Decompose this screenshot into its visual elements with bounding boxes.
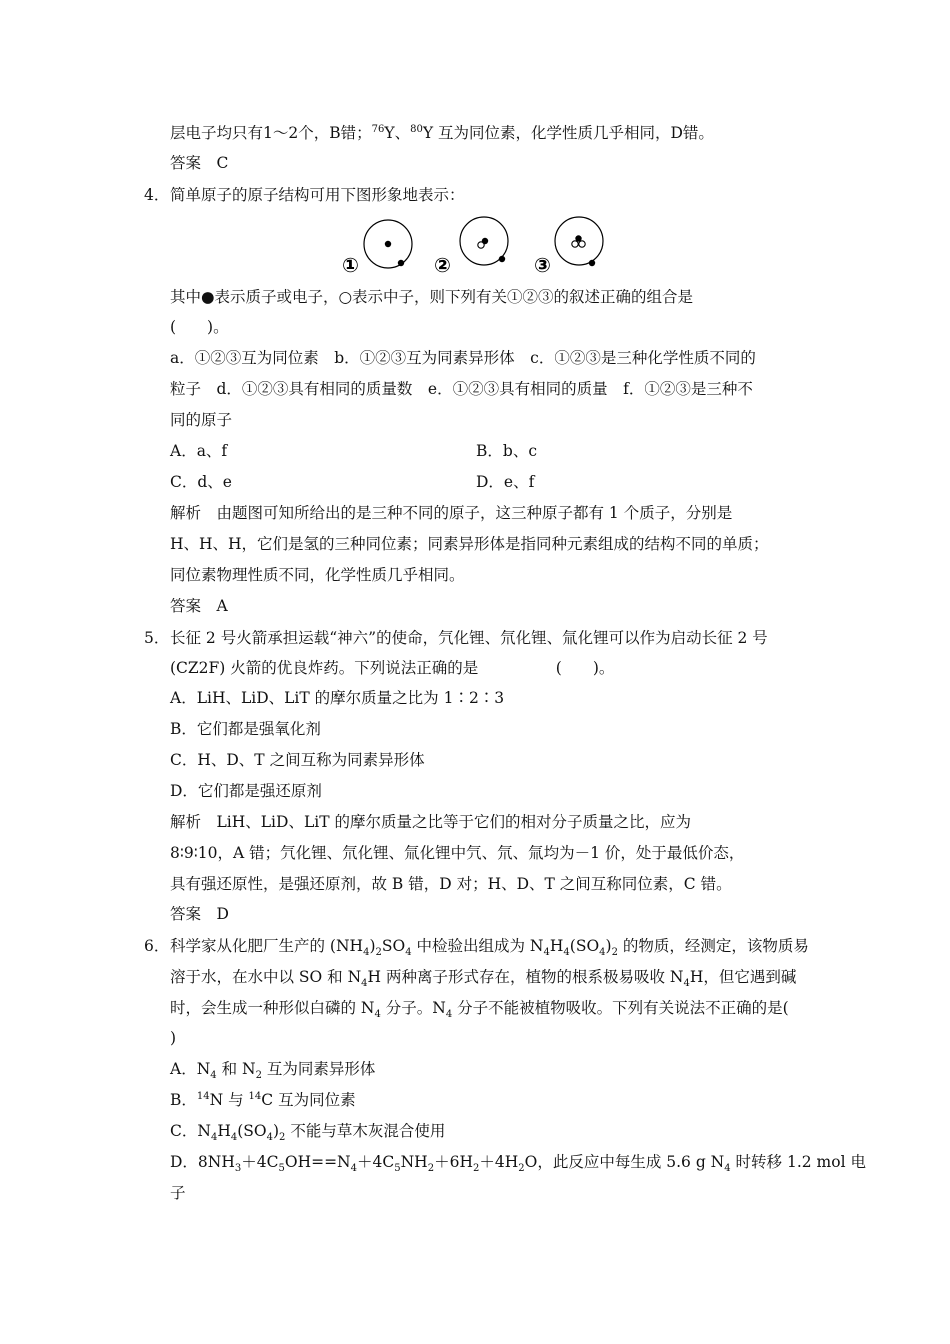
q6-stem-line-4: ) — [170, 1029, 177, 1047]
q4-desc-line-2: ( )。 — [170, 318, 229, 336]
q4-options-line-1: a．①②③互为同位素 b．①②③互为同素异形体 c．①②③是三种化学性质不同的 — [170, 349, 756, 367]
q4-desc-line-1: 其中●表示质子或电子，○表示中子，则下列有关①②③的叙述正确的组合是 — [170, 288, 694, 306]
q6-option-a: A．$N_4$ 和 $N_2$ 互为同素异形体 — [170, 1060, 376, 1082]
q6-stem-line-3: 时，会生成一种形似白磷的 $N_4$ 分子。$N_4$ 分子不能被植物吸收。下列有关说法不正确的是( — [170, 999, 789, 1021]
q4-analysis-line-3: 同位素物理性质不同，化学性质几乎相同。 — [170, 566, 465, 584]
q4-analysis-line-2: H、H、H，它们是氢的三种同位素；同素异形体是指同种元素组成的结构不同的单质； — [170, 535, 769, 553]
atom-diagram — [338, 216, 628, 276]
atom-2-electron — [499, 256, 505, 262]
q6-option-d: D．$8NH_3+4C_5OH==N_4+4C_5NH_2+6H_2+4H_2O$，此反应中每生成 5.6 g $N_4$ 时转移 1.2 mol 电 — [170, 1153, 866, 1175]
q4-choice-b: B．b、c — [476, 442, 537, 460]
atom-2-proton — [482, 238, 488, 244]
q4-answer: 答案 A — [170, 597, 228, 615]
q6-stem-line-1: 科学家从化肥厂生产的 $(NH_4)_2SO_4$ 中检验出组成为 $N_4H_4(SO_4)_2$ 的物质，经测定，该物质易 — [170, 937, 809, 959]
atom-1-electron — [398, 260, 404, 266]
q4-choice-d: D．e、f — [476, 473, 535, 491]
q5-number: 5． — [144, 629, 170, 647]
q5-analysis-line-1: 解析 LiH、LiD、LiT 的摩尔质量之比等于它们的相对分子质量之比，应为 — [170, 813, 691, 831]
figure-label-1: ① — [342, 253, 359, 276]
q6-option-c: C．$N_4H_4(SO_4)_2$ 不能与草木灰混合使用 — [170, 1122, 446, 1144]
q5-option-d: D．它们都是强还原剂 — [170, 782, 322, 800]
atom-3-neutron-b — [579, 241, 585, 247]
figure-label-3: ③ — [534, 253, 551, 276]
q5-answer: 答案 D — [170, 905, 229, 923]
atom-3-neutron-a — [572, 241, 578, 247]
atom-structure-figure — [338, 216, 628, 276]
q6-option-b: B．$^{14}$N 与 $^{14}$C 互为同位素 — [170, 1090, 356, 1109]
q4-analysis-line-1: 解析 由题图可知所给出的是三种不同的原子，这三种原子都有 1 个质子，分别是 — [170, 504, 733, 522]
q4-options-line-2: 粒子 d．①②③具有相同的质量数 e．①②③具有相同的质量 f．①②③是三种不 — [170, 380, 753, 398]
q6-number: 6． — [144, 937, 170, 955]
q5-option-c: C．H、D、T 之间互称为同素异形体 — [170, 751, 425, 769]
q6-option-d-continued: 子 — [170, 1184, 186, 1202]
q5-stem-line-1: 长征 2 号火箭承担运载“神六”的使命，氕化锂、氘化锂、氚化锂可以作为启动长征 2 号 — [170, 629, 768, 647]
q5-analysis-line-3: 具有强还原性，是强还原剂，故 B 错，D 对；H、D、T 之间互称同位素，C 错。 — [170, 875, 732, 893]
q4-number: 4． — [144, 186, 170, 204]
q5-stem-line-2: (CZ2F) 火箭的优良炸药。下列说法正确的是 ( )。 — [170, 659, 615, 677]
atom-3-proton — [575, 235, 581, 241]
q4-stem: 简单原子的原子结构可用下图形象地表示： — [170, 186, 465, 204]
prev-answer: 答案 C — [170, 154, 229, 172]
q6-stem-line-2: 溶于水，在水中以 SO 和 $N_4H$ 两种离子形式存在，植物的根系极易吸收 $N_4H$，但它遇到碱 — [170, 968, 797, 990]
atom-3-electron — [589, 260, 595, 266]
atom-1-proton — [385, 241, 391, 247]
q5-option-a: A．LiH、LiD、LiT 的摩尔质量之比为 1∶2∶3 — [170, 689, 505, 707]
q4-options-line-3: 同的原子 — [170, 411, 233, 429]
q5-option-b: B．它们都是强氧化剂 — [170, 720, 321, 738]
figure-label-2: ② — [434, 253, 451, 276]
q5-analysis-line-2: 8∶9∶10，A 错；氕化锂、氘化锂、氚化锂中氕、氘、氚均为－1 价，处于最低价态， — [170, 844, 745, 862]
prev-analysis-line: 层电子均只有1～2个，B错；$^{76}$Y、$^{80}$Y 互为同位素，化学性质几乎相同，D错。 — [170, 123, 714, 142]
q4-choice-c: C．d、e — [170, 473, 232, 491]
q4-choice-a: A．a、f — [170, 442, 228, 460]
